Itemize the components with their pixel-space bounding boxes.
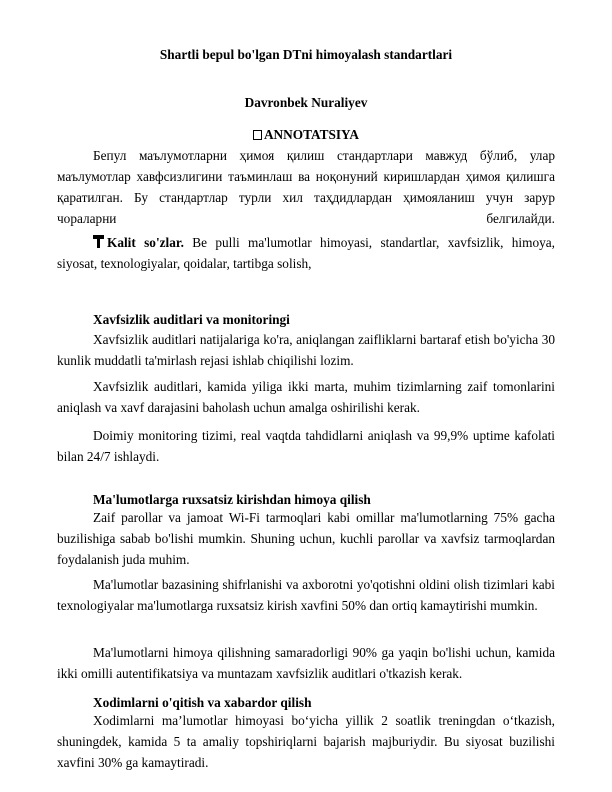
document-title: Shartli bepul bo'lgan DTni himoyalash standartlari: [159, 47, 453, 62]
section-heading-audits: Xavfsizlik auditlari va monitoringi: [93, 312, 290, 327]
section-paragraph: Ma'lumotlar bazasining shifrlanishi va axborotni yo'qotishni oldini olish tizimlari kabi texnologiyalar ma'lumotlarga ruxsatsiz kirish xavfini 50% dan ortiq kamaytirishi mumkin.: [57, 577, 555, 613]
square-icon: [253, 130, 262, 140]
author-name: Davronbek Nuraliyev: [244, 95, 368, 110]
section-heading-staff-training: Xodimlarni o'qitish va xabardor qilish: [93, 695, 312, 710]
section-paragraph: Xavfsizlik auditlari natijalariga ko'ra, aniqlangan zaifliklarni bartaraf etish bo'yicha 30 kunlik muddatli ta'mirlash rejasi ishlab chiqilishi lozim.: [57, 332, 555, 368]
section-paragraph: Xodimlarni ma’lumotlar himoyasi bo‘yicha yillik 2 soatlik treningdan o‘tkazish, shuningdek, kamida 5 ta amaliy topshiriqlarni bajarish majburiydir. Bu siyosat buzilishi xavfini 30% ga kamaytiradi.: [57, 713, 555, 770]
section-paragraph: Xavfsizlik auditlari, kamida yiliga ikki marta, muhim tizimlarning zaif tomonlarini aniqlash va xavf darajasini baholash uchun amalga oshirilishi kerak.: [57, 379, 555, 415]
pin-icon: [93, 235, 104, 248]
keywords-text: Be pulli ma'lumotlar himoyasi, standartlar, xavfsizlik, himoya, siyosat, texnologiyalar, qoidalar, tartibga solish,: [57, 235, 555, 271]
annotation-heading-text: ANNOTATSIYA: [263, 127, 360, 142]
annotation-heading: [0, 124, 612, 145]
section-heading-unauthorized-access: Ma'lumotlarga ruxsatsiz kirishdan himoya qilish: [93, 492, 371, 507]
keywords-label: Kalit so'zlar.: [107, 235, 184, 250]
section-paragraph: Zaif parollar va jamoat Wi-Fi tarmoqlari kabi omillar ma'lumotlarning 75% gacha buzilishiga sabab bo'lishi mumkin. Shuning uchun, kuchli parollar va xavfsiz tarmoqlardan foydalanish juda muhim.: [57, 510, 555, 567]
section-paragraph: Doimiy monitoring tizimi, real vaqtda tahdidlarni aniqlash va 99,9% uptime kafolati bilan 24/7 ishlaydi.: [57, 428, 555, 464]
keywords-paragraph: [57, 232, 555, 274]
section-paragraph: Ma'lumotlarni himoya qilishning samaradorligi 90% ga yaqin bo'lishi uchun, kamida ikki omilli autentifikatsiya va muntazam xavfsizlik auditlari o'tkazish kerak.: [57, 645, 555, 681]
annotation-paragraph: Бепул маълумотларни ҳимоя қилиш стандартлари мавжуд бўлиб, улар маълумотлар хавфсизлигини таъминлаш ва ноқонуний киришлардан ҳимоя қилишга қаратилган. Бу стандартлар турли хил таҳдидлардан ҳимояланиш учун зарур чораларни белгилайди.: [57, 148, 555, 226]
